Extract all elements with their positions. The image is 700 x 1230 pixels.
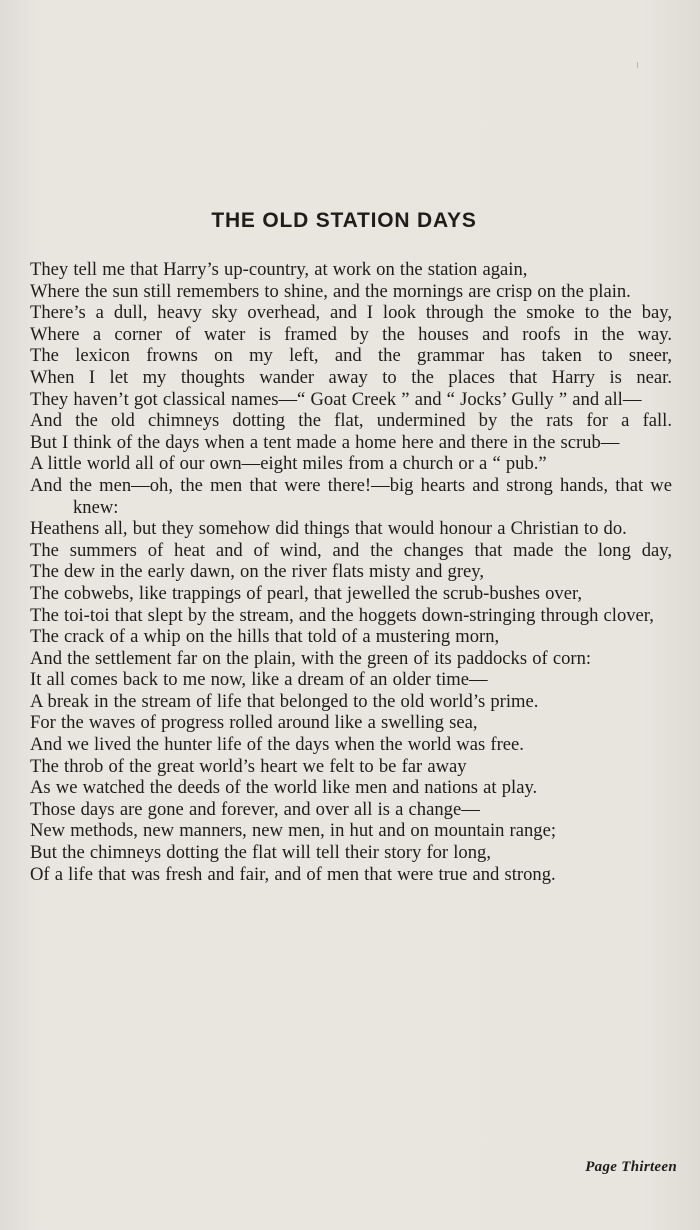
poem-line: There’s a dull, heavy sky overhead, and I look through the smoke to the bay, xyxy=(30,302,672,324)
poem-line: And the men—oh, the men that were there!—big hearts and strong hands, that we knew: xyxy=(30,474,672,518)
poem-line: But I think of the days when a tent made a home here and there in the scrub— xyxy=(30,431,620,453)
poem-line: The crack of a whip on the hills that told of a mustering morn, xyxy=(30,626,500,648)
poem-line: The cobwebs, like trappings of pearl, that jewelled the scrub-bushes over, xyxy=(30,582,583,604)
poem-line: Those days are gone and forever, and over all is a change— xyxy=(30,798,480,820)
poem-line: The toi-toi that slept by the stream, and the hoggets down-stringing through clover, xyxy=(30,604,654,626)
poem-line: Of a life that was fresh and fair, and of men that were true and strong. xyxy=(30,863,556,885)
poem-line: Where the sun still remembers to shine, and the mornings are crisp on the plain. xyxy=(30,280,631,302)
poem-line: New methods, new manners, new men, in hut and on mountain range; xyxy=(30,820,557,842)
poem-line: And the old chimneys dotting the flat, undermined by the rats for a fall. xyxy=(30,410,672,432)
poem-line: A little world all of our own—eight miles from a church or a “ pub.” xyxy=(30,453,547,475)
poem-line: But the chimneys dotting the flat will tell their story for long, xyxy=(30,842,491,864)
poem-line: The lexicon frowns on my left, and the grammar has taken to sneer, xyxy=(30,345,672,367)
page-number: Page Thirteen xyxy=(585,1159,677,1175)
poem-line: They haven’t got classical names—“ Goat Creek ” and “ Jocks’ Gully ” and all— xyxy=(30,388,642,410)
poem-line: The dew in the early dawn, on the river flats misty and grey, xyxy=(30,561,485,583)
poem-line: When I let my thoughts wander away to the places that Harry is near. xyxy=(30,366,672,388)
poem-line: For the waves of progress rolled around like a swelling sea, xyxy=(30,712,478,734)
paper-speck xyxy=(637,62,638,68)
poem-line: It all comes back to me now, like a dream of an older time— xyxy=(30,669,488,691)
poem-line: Where a corner of water is framed by the houses and roofs in the way. xyxy=(30,323,672,345)
poem-line: They tell me that Harry’s up-country, at work on the station again, xyxy=(30,259,528,280)
poem-line: And we lived the hunter life of the days when the world was free. xyxy=(30,734,524,756)
poem-line: The throb of the great world’s heart we felt to be far away xyxy=(30,755,467,777)
poem-line: And the settlement far on the plain, with the green of its paddocks of corn: xyxy=(30,647,592,669)
poem-title: THE OLD STATION DAYS xyxy=(211,209,477,232)
poem-line: The summers of heat and of wind, and the changes that made the long day, xyxy=(30,539,672,561)
poem-body xyxy=(30,259,672,885)
poem-line: Heathens all, but they somehow did things that would honour a Christian to do. xyxy=(30,518,627,540)
poem-line: As we watched the deeds of the world like men and nations at play. xyxy=(30,777,538,799)
poem-line: A break in the stream of life that belonged to the old world’s prime. xyxy=(30,690,539,712)
